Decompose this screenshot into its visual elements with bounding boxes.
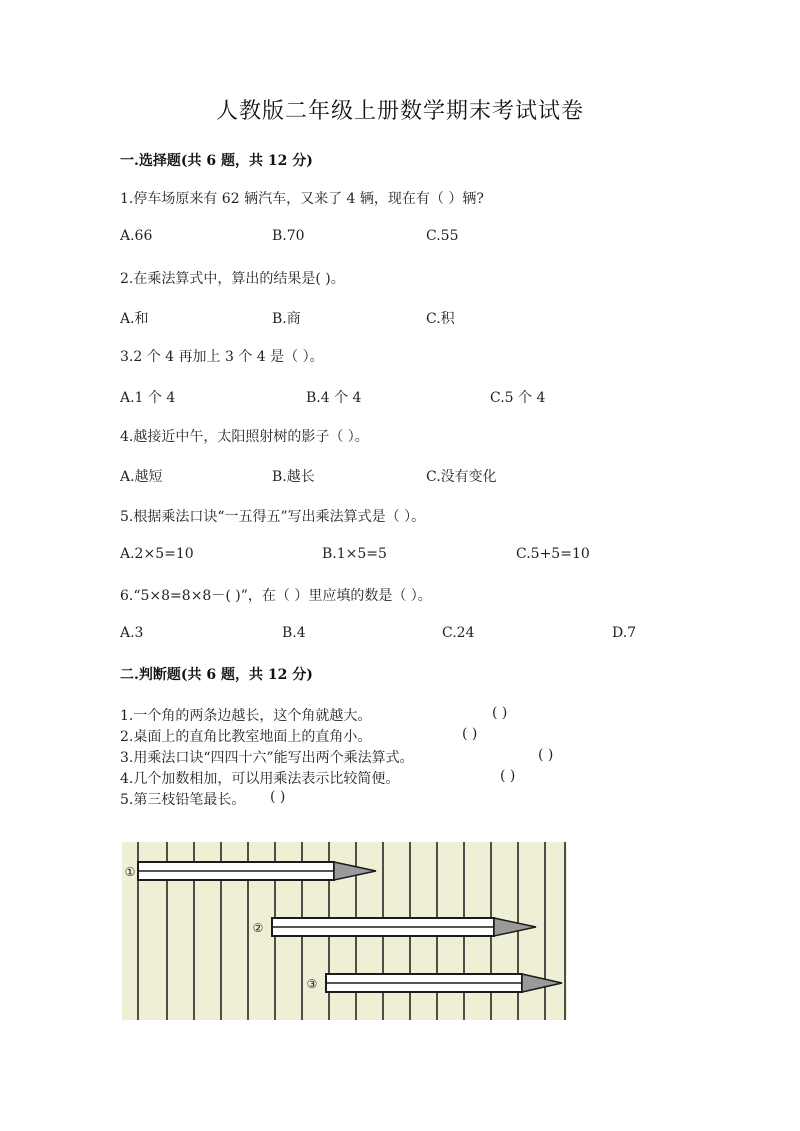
option-c[interactable]: C.没有变化 xyxy=(426,469,497,485)
option-d[interactable]: D.7 xyxy=(612,625,637,641)
question-3: 3.2 个 4 再加上 3 个 4 是（ ）。 xyxy=(120,349,324,365)
pencil-2-label: ② xyxy=(252,921,264,935)
question-1: 1.停车场原来有 62 辆汽车，又来了 4 辆，现在有（ ）辆? xyxy=(120,191,484,207)
judgement-item-3: 3.用乘法口诀“四四十六”能写出两个乘法算式。 xyxy=(120,750,414,766)
section-heading-choice: 一.选择题(共 6 题，共 12 分) xyxy=(120,153,313,169)
question-5-options xyxy=(120,546,680,566)
question-6-options xyxy=(120,625,680,645)
option-b[interactable]: B.4 xyxy=(282,625,306,641)
option-c[interactable]: C.积 xyxy=(426,311,455,327)
question-1-options xyxy=(120,228,680,248)
judgement-item-2: 2.桌面上的直角比教室地面上的直角小。 xyxy=(120,729,372,745)
question-2-options xyxy=(120,308,680,328)
option-b[interactable]: B.越长 xyxy=(272,469,315,485)
answer-blank-5[interactable]: ( ) xyxy=(270,789,286,805)
option-a[interactable]: A.和 xyxy=(120,311,149,327)
option-a[interactable]: A.2×5=10 xyxy=(120,546,194,562)
option-a[interactable]: A.越短 xyxy=(120,469,163,485)
pencil-3-label: ③ xyxy=(306,977,318,991)
option-c[interactable]: C.55 xyxy=(426,228,459,244)
pencil-2 xyxy=(253,918,536,936)
option-a[interactable]: A.66 xyxy=(120,228,153,244)
option-b[interactable]: B.4 个 4 xyxy=(306,390,362,406)
page-title: 人教版二年级上册数学期末考试试卷 xyxy=(215,99,584,124)
pencil-comparison-figure xyxy=(122,842,567,1020)
section-heading-judgement: 二.判断题(共 6 题，共 12 分) xyxy=(120,667,313,683)
pencil-1 xyxy=(125,862,376,880)
option-c[interactable]: C.5+5=10 xyxy=(516,546,590,562)
option-b[interactable]: B.70 xyxy=(272,228,305,244)
question-4-options xyxy=(120,466,680,486)
answer-blank-3[interactable]: ( ) xyxy=(538,747,554,763)
question-2: 2.在乘法算式中，算出的结果是( )。 xyxy=(120,271,345,287)
judgement-item-1: 1.一个角的两条边越长，这个角就越大。 xyxy=(120,708,372,724)
pencil-3 xyxy=(307,974,562,992)
option-c[interactable]: C.24 xyxy=(442,625,475,641)
question-5: 5.根据乘法口诀“一五得五”写出乘法算式是（ ）。 xyxy=(120,509,426,525)
pencil-1-label: ① xyxy=(124,865,136,879)
option-a[interactable]: A.1 个 4 xyxy=(120,390,176,406)
question-6: 6.“5×8=8×8－( )”，在（ ）里应填的数是（ ）。 xyxy=(120,588,432,604)
option-b[interactable]: B.商 xyxy=(272,311,301,327)
judgement-item-5: 5.第三枝铅笔最长。 xyxy=(120,792,246,808)
judgement-item-4: 4.几个加数相加，可以用乘法表示比较简便。 xyxy=(120,771,400,787)
answer-blank-4[interactable]: ( ) xyxy=(500,768,516,784)
option-a[interactable]: A.3 xyxy=(120,625,144,641)
question-3-options xyxy=(120,387,680,407)
option-b[interactable]: B.1×5=5 xyxy=(322,546,387,562)
question-4: 4.越接近中午，太阳照射树的影子（ ）。 xyxy=(120,429,369,445)
option-c[interactable]: C.5 个 4 xyxy=(490,390,546,406)
answer-blank-2[interactable]: ( ) xyxy=(462,726,478,742)
answer-blank-1[interactable]: ( ) xyxy=(492,705,508,721)
